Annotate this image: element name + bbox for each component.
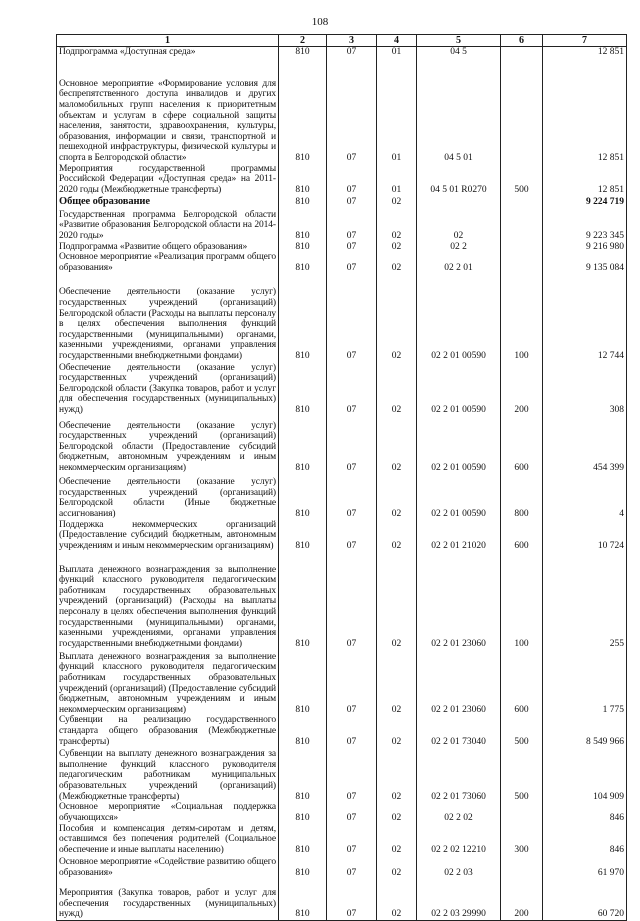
row-section-cell: 07 — [327, 855, 377, 878]
row-expense-type-cell — [501, 195, 543, 207]
row-section-cell: 07 — [327, 274, 377, 362]
row-section-cell: 07 — [327, 241, 377, 252]
row-name-cell: Выплата денежного вознаграждения за выполнение функций классного руководителя педагогическим работникам государственных образовательных учреждений (организаций) (Расходы на выплаты персоналу в целях обеспечения выполнения функций государственными (муниципальными) органами, казенными учреждениями, органами управления государственными внебюджетными фондами) — [57, 551, 279, 649]
row-name-cell: Общее образование — [57, 195, 279, 207]
row-name-cell: Обеспечение деятельности (оказание услуг) государственных учреждений (организаций) Белгородской области (Закупка товаров, работ и услуг для обеспечения государственных (муниципальных) нужд) — [57, 362, 279, 416]
column-header: 1 — [57, 35, 279, 47]
table-row — [57, 802, 627, 823]
row-section-cell: 07 — [327, 551, 377, 649]
table-row — [57, 164, 627, 196]
table-row — [57, 207, 627, 241]
row-expense-type-cell: 800 — [501, 474, 543, 520]
column-header: 4 — [377, 35, 417, 47]
row-section-cell: 07 — [327, 164, 377, 196]
row-name-cell: Поддержка некоммерческих организаций (Предоставление субсидий бюджетным, автономным учреждениям и иным некоммерческим организациям) — [57, 520, 279, 552]
row-expense-type-cell: 200 — [501, 878, 543, 920]
row-target-article-cell: 02 2 01 73040 — [417, 715, 501, 747]
table-row — [57, 649, 627, 715]
table-row — [57, 241, 627, 252]
row-target-article-cell: 02 2 01 23060 — [417, 551, 501, 649]
row-expense-type-cell: 500 — [501, 747, 543, 802]
row-amount-cell: 10 724 — [543, 520, 627, 552]
column-header: 2 — [279, 35, 327, 47]
row-amount-cell: 8 549 966 — [543, 715, 627, 747]
row-expense-type-cell — [501, 802, 543, 823]
row-gr-cell: 810 — [279, 252, 327, 273]
row-name-cell: Основное мероприятие «Формирование условия для беспрепятственного доступа инвалидов и других маломобильных групп населения к приоритетным объектам и услугам в сфере социальной защиты населения, занятости, здравоохранения, культуры, образования, информации и связи, транспортной и пешеходной инфраструктуры, физической культуры и спорта в Белгородской области» — [57, 58, 279, 164]
row-section-cell: 07 — [327, 252, 377, 273]
row-gr-cell: 810 — [279, 823, 327, 855]
row-expense-type-cell: 100 — [501, 274, 543, 362]
row-name-cell: Подпрограмма «Доступная среда» — [57, 47, 279, 58]
row-section-cell: 07 — [327, 207, 377, 241]
table-row — [57, 195, 627, 207]
row-amount-cell: 9 135 084 — [543, 252, 627, 273]
row-gr-cell: 810 — [279, 58, 327, 164]
row-amount-cell: 60 720 — [543, 878, 627, 920]
row-amount-cell: 12 851 — [543, 164, 627, 196]
table-row — [57, 474, 627, 520]
row-subsection-cell: 02 — [377, 649, 417, 715]
row-gr-cell: 810 — [279, 878, 327, 920]
table-row — [57, 855, 627, 878]
table-row — [57, 715, 627, 747]
row-target-article-cell: 02 — [417, 207, 501, 241]
row-expense-type-cell: 600 — [501, 649, 543, 715]
row-name-cell: Субвенции на выплату денежного вознаграждения за выполнение функций классного руководителя педагогическим работникам муниципальных образовательных учреждений (организаций) (Межбюджетные трансферты) — [57, 747, 279, 802]
row-expense-type-cell: 200 — [501, 362, 543, 416]
table-row — [57, 878, 627, 920]
row-expense-type-cell — [501, 47, 543, 58]
row-amount-cell: 846 — [543, 802, 627, 823]
row-amount-cell: 4 — [543, 474, 627, 520]
column-header: 3 — [327, 35, 377, 47]
row-name-cell: Пособия и компенсация детям-сиротам и детям, оставшимся без попечения родителей (Социальное обеспечение и иные выплаты населению) — [57, 823, 279, 855]
row-expense-type-cell: 300 — [501, 823, 543, 855]
row-amount-cell: 308 — [543, 362, 627, 416]
row-gr-cell: 810 — [279, 802, 327, 823]
row-name-cell: Выплата денежного вознаграждения за выполнение функций классного руководителя педагогическим работникам государственных образовательных учреждений (организаций) (Предоставление субсидий бюджетным, автономным учреждениям и иным некоммерческим организациям) — [57, 649, 279, 715]
row-expense-type-cell: 500 — [501, 164, 543, 196]
row-section-cell: 07 — [327, 416, 377, 474]
row-target-article-cell: 02 2 01 23060 — [417, 649, 501, 715]
row-target-article-cell: 02 2 01 00590 — [417, 362, 501, 416]
column-header: 5 — [417, 35, 501, 47]
page-number: 108 — [311, 16, 329, 28]
row-section-cell: 07 — [327, 474, 377, 520]
row-subsection-cell: 02 — [377, 715, 417, 747]
row-expense-type-cell: 500 — [501, 715, 543, 747]
row-gr-cell: 810 — [279, 241, 327, 252]
table-row — [57, 520, 627, 552]
row-subsection-cell: 02 — [377, 855, 417, 878]
row-amount-cell: 1 775 — [543, 649, 627, 715]
row-target-article-cell: 02 2 01 00590 — [417, 416, 501, 474]
row-target-article-cell: 04 5 — [417, 47, 501, 58]
table-row — [57, 362, 627, 416]
row-name-cell: Основное мероприятие «Реализация программ общего образования» — [57, 252, 279, 273]
row-subsection-cell: 02 — [377, 416, 417, 474]
table-row — [57, 823, 627, 855]
row-subsection-cell: 02 — [377, 520, 417, 552]
row-section-cell: 07 — [327, 715, 377, 747]
row-gr-cell: 810 — [279, 715, 327, 747]
row-target-article-cell: 02 2 01 21020 — [417, 520, 501, 552]
row-subsection-cell: 02 — [377, 207, 417, 241]
row-gr-cell: 810 — [279, 164, 327, 196]
row-section-cell: 07 — [327, 823, 377, 855]
row-expense-type-cell: 600 — [501, 416, 543, 474]
row-subsection-cell: 02 — [377, 241, 417, 252]
row-name-cell: Государственная программа Белгородской области «Развитие образования Белгородской области на 2014-2020 годы» — [57, 207, 279, 241]
row-amount-cell: 61 970 — [543, 855, 627, 878]
row-subsection-cell: 01 — [377, 47, 417, 58]
row-subsection-cell: 02 — [377, 195, 417, 207]
table-row — [57, 274, 627, 362]
row-target-article-cell: 02 2 01 — [417, 252, 501, 273]
row-subsection-cell: 02 — [377, 802, 417, 823]
row-expense-type-cell — [501, 58, 543, 164]
budget-table — [56, 34, 627, 921]
row-expense-type-cell — [501, 207, 543, 241]
row-name-cell: Субвенции на реализацию государственного стандарта общего образования (Межбюджетные трансферты) — [57, 715, 279, 747]
row-expense-type-cell — [501, 241, 543, 252]
row-name-cell: Мероприятия государственной программы Российской Федерации «Доступная среда» на 2011-2020 годы (Межбюджетные трансферты) — [57, 164, 279, 196]
row-target-article-cell: 02 2 02 — [417, 802, 501, 823]
row-subsection-cell: 02 — [377, 252, 417, 273]
row-section-cell: 07 — [327, 47, 377, 58]
table-row — [57, 58, 627, 164]
row-gr-cell: 810 — [279, 274, 327, 362]
table-row — [57, 416, 627, 474]
row-amount-cell: 454 399 — [543, 416, 627, 474]
row-gr-cell: 810 — [279, 551, 327, 649]
row-gr-cell: 810 — [279, 747, 327, 802]
table-row — [57, 551, 627, 649]
row-section-cell: 07 — [327, 878, 377, 920]
row-subsection-cell: 01 — [377, 58, 417, 164]
row-target-article-cell: 02 2 01 00590 — [417, 474, 501, 520]
row-section-cell: 07 — [327, 802, 377, 823]
row-name-cell: Обеспечение деятельности (оказание услуг) государственных учреждений (организаций) Белгородской области (Предоставление субсидий бюджетным, автономным учреждениям и иным некоммерческим организациям) — [57, 416, 279, 474]
row-gr-cell: 810 — [279, 520, 327, 552]
row-amount-cell: 104 909 — [543, 747, 627, 802]
row-amount-cell: 9 223 345 — [543, 207, 627, 241]
row-name-cell: Основное мероприятие «Содействие развитию общего образования» — [57, 855, 279, 878]
row-target-article-cell: 02 2 01 73060 — [417, 747, 501, 802]
row-expense-type-cell: 100 — [501, 551, 543, 649]
row-target-article-cell: 02 2 03 — [417, 855, 501, 878]
row-gr-cell: 810 — [279, 855, 327, 878]
row-subsection-cell: 01 — [377, 164, 417, 196]
row-name-cell: Основное мероприятие «Социальная поддержка обучающихся» — [57, 802, 279, 823]
row-name-cell: Обеспечение деятельности (оказание услуг) государственных учреждений (организаций) Белгородской области (Расходы на выплаты персоналу в целях обеспечения выполнения функций государственными (муниципальными) органами, казенными учреждениями, органами управления государственными внебюджетными фондами) — [57, 274, 279, 362]
row-section-cell: 07 — [327, 195, 377, 207]
row-amount-cell: 12 851 — [543, 58, 627, 164]
row-target-article-cell: 02 2 01 00590 — [417, 274, 501, 362]
row-target-article-cell: 04 5 01 — [417, 58, 501, 164]
row-subsection-cell: 02 — [377, 474, 417, 520]
row-subsection-cell: 02 — [377, 823, 417, 855]
row-name-cell: Мероприятия (Закупка товаров, работ и услуг для обеспечения государственных (муниципальных) нужд) — [57, 878, 279, 920]
row-amount-cell: 9 216 980 — [543, 241, 627, 252]
row-gr-cell: 810 — [279, 47, 327, 58]
row-subsection-cell: 02 — [377, 362, 417, 416]
column-header: 7 — [543, 35, 627, 47]
row-target-article-cell: 02 2 02 12210 — [417, 823, 501, 855]
header-row — [57, 35, 627, 47]
row-name-cell: Обеспечение деятельности (оказание услуг) государственных учреждений (организаций) Белгородской области (Иные бюджетные ассигнования) — [57, 474, 279, 520]
row-amount-cell: 9 224 719 — [543, 195, 627, 207]
table-row — [57, 747, 627, 802]
row-gr-cell: 810 — [279, 195, 327, 207]
row-amount-cell: 12 744 — [543, 274, 627, 362]
table-row — [57, 252, 627, 273]
row-target-article-cell: 02 2 — [417, 241, 501, 252]
row-section-cell: 07 — [327, 58, 377, 164]
row-subsection-cell: 02 — [377, 747, 417, 802]
table-row — [57, 47, 627, 58]
row-expense-type-cell — [501, 855, 543, 878]
row-amount-cell: 12 851 — [543, 47, 627, 58]
row-target-article-cell: 04 5 01 R0270 — [417, 164, 501, 196]
row-expense-type-cell: 600 — [501, 520, 543, 552]
row-section-cell: 07 — [327, 747, 377, 802]
row-target-article-cell — [417, 195, 501, 207]
row-subsection-cell: 02 — [377, 274, 417, 362]
row-gr-cell: 810 — [279, 362, 327, 416]
row-expense-type-cell — [501, 252, 543, 273]
row-gr-cell: 810 — [279, 474, 327, 520]
row-amount-cell: 255 — [543, 551, 627, 649]
row-section-cell: 07 — [327, 362, 377, 416]
row-target-article-cell: 02 2 03 29990 — [417, 878, 501, 920]
row-amount-cell: 846 — [543, 823, 627, 855]
row-gr-cell: 810 — [279, 207, 327, 241]
row-gr-cell: 810 — [279, 649, 327, 715]
row-name-cell: Подпрограмма «Развитие общего образования» — [57, 241, 279, 252]
row-section-cell: 07 — [327, 649, 377, 715]
row-gr-cell: 810 — [279, 416, 327, 474]
row-subsection-cell: 02 — [377, 551, 417, 649]
row-section-cell: 07 — [327, 520, 377, 552]
column-header: 6 — [501, 35, 543, 47]
row-subsection-cell: 02 — [377, 878, 417, 920]
